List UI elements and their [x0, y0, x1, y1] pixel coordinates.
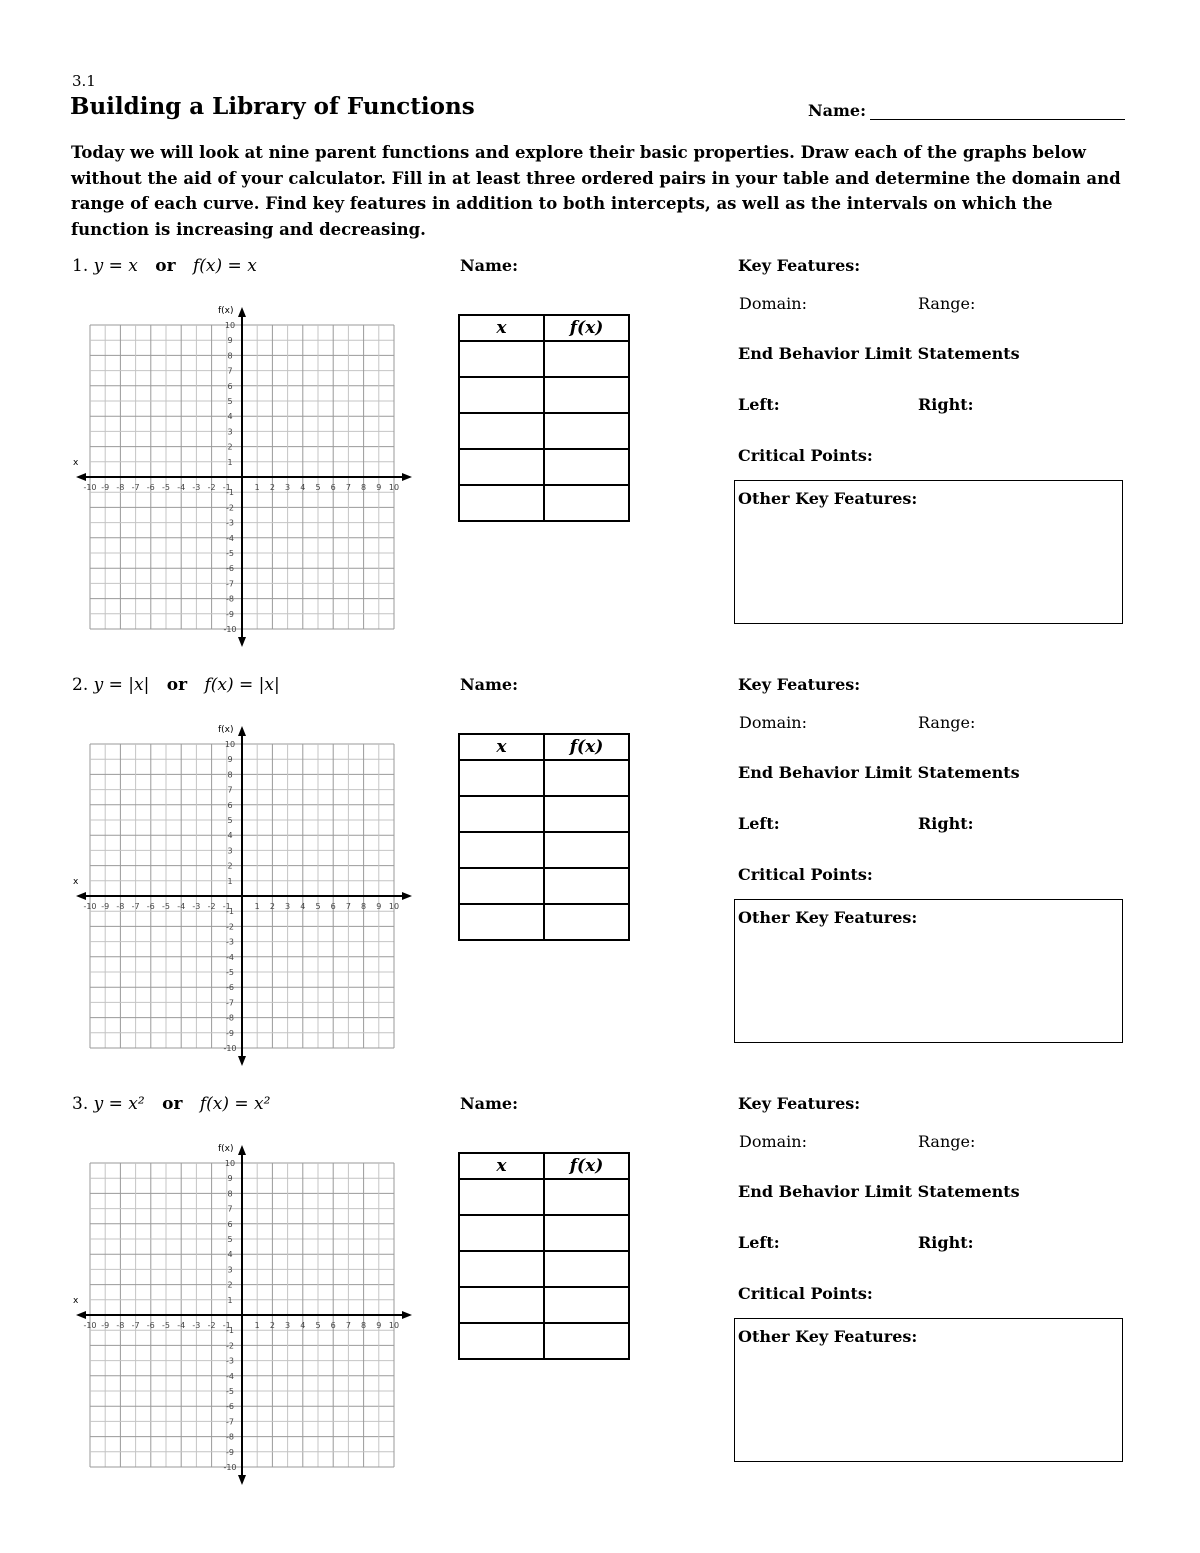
y-tick-label: 8 — [227, 770, 233, 780]
y-axis-label: f(x) — [218, 306, 234, 316]
x-tick-label: 8 — [361, 1321, 367, 1330]
x-tick-label: 1 — [254, 902, 260, 911]
x-tick-label: -8 — [116, 483, 125, 492]
table-cell[interactable] — [459, 1179, 544, 1215]
x-tick-label: 1 — [254, 1321, 260, 1330]
x-tick-label: 5 — [315, 1321, 321, 1330]
y-tick-label: 9 — [227, 1174, 233, 1184]
table-cell[interactable] — [544, 796, 629, 832]
x-tick-label: -3 — [192, 483, 201, 492]
table-cell[interactable] — [459, 377, 544, 413]
y-tick-label: 3 — [227, 427, 233, 437]
end-behavior-heading: End Behavior Limit Statements — [738, 763, 1020, 782]
table-cell[interactable] — [459, 868, 544, 904]
table-cell[interactable] — [459, 904, 544, 940]
x-tick-label: 7 — [345, 1321, 351, 1330]
x-tick-label: 2 — [269, 902, 275, 911]
y-tick-label: -6 — [226, 1402, 234, 1412]
y-tick-label: -10 — [223, 1463, 237, 1472]
x-tick-label: 4 — [300, 902, 306, 911]
y-tick-label: -4 — [226, 1371, 234, 1381]
y-tick-label: -3 — [226, 1356, 234, 1366]
x-axis-label: x — [73, 458, 79, 468]
table-cell[interactable] — [544, 1215, 629, 1251]
right-label: Right: — [918, 395, 974, 414]
y-tick-label: 1 — [227, 1295, 233, 1305]
table-cell[interactable] — [544, 1323, 629, 1359]
table-cell[interactable] — [544, 1179, 629, 1215]
table-header-fx: f(x) — [544, 315, 629, 341]
x-tick-label: -9 — [101, 1321, 110, 1330]
x-tick-label: -1 — [222, 483, 231, 492]
y-tick-label: 9 — [227, 755, 233, 765]
equation-y: y = x² — [93, 1094, 145, 1114]
x-tick-label: 10 — [388, 902, 400, 911]
y-tick-label: -10 — [223, 1044, 237, 1053]
table-cell[interactable] — [459, 1251, 544, 1287]
other-key-features-label: Other Key Features: — [738, 1327, 918, 1346]
y-tick-label: 2 — [227, 1280, 233, 1290]
table-cell[interactable] — [459, 341, 544, 377]
instructions-paragraph: Today we will look at nine parent functions and explore their basic properties. Draw each of the graphs below without the aid of your calculator. Fill in at least three ordered pairs in your table and determine the domain and range of each curve. Find key features in addition to both intercepts, as well as the intervals on which the function is increasing and decreasing. — [71, 143, 1121, 239]
or-label: or — [162, 1094, 183, 1114]
table-cell[interactable] — [544, 485, 629, 521]
y-tick-label: 5 — [227, 397, 233, 406]
x-tick-label: 9 — [376, 483, 382, 492]
y-axis-label: f(x) — [218, 725, 234, 735]
table-cell[interactable] — [459, 1323, 544, 1359]
table-header-fx: f(x) — [544, 734, 629, 760]
x-tick-label: -8 — [116, 1321, 125, 1330]
y-tick-label: 7 — [227, 366, 233, 376]
other-key-features-label: Other Key Features: — [738, 908, 918, 927]
x-tick-label: 2 — [269, 483, 275, 492]
y-tick-label: 3 — [227, 846, 233, 856]
y-axis-arrow-down-icon — [238, 1056, 246, 1066]
y-tick-label: -8 — [226, 1013, 234, 1023]
critical-points-label: Critical Points: — [738, 446, 873, 465]
x-tick-label: 3 — [285, 902, 291, 911]
key-features-heading: Key Features: — [738, 256, 861, 275]
end-behavior-heading: End Behavior Limit Statements — [738, 344, 1020, 363]
table-cell[interactable] — [544, 377, 629, 413]
problem-number: 2. — [72, 675, 89, 695]
table-cell[interactable] — [459, 796, 544, 832]
y-tick-label: 8 — [227, 1189, 233, 1199]
x-tick-label: -9 — [101, 902, 110, 911]
function-name-label: Name: — [460, 1094, 519, 1113]
x-tick-label: -7 — [131, 1321, 140, 1330]
table-cell[interactable] — [459, 1215, 544, 1251]
x-tick-label: -1 — [222, 902, 231, 911]
x-tick-label: 4 — [300, 483, 306, 492]
domain-label: Domain: — [739, 1132, 807, 1151]
table-cell[interactable] — [544, 760, 629, 796]
domain-label: Domain: — [739, 713, 807, 732]
document-title: Building a Library of Functions — [70, 93, 475, 120]
x-tick-label: -4 — [177, 1321, 186, 1330]
other-key-features-label: Other Key Features: — [738, 489, 918, 508]
y-tick-label: -8 — [226, 594, 234, 604]
y-tick-label: 9 — [227, 336, 233, 346]
y-tick-label: -1 — [226, 1326, 234, 1336]
y-axis-arrow-up-icon — [238, 307, 246, 317]
y-tick-label: -6 — [226, 564, 234, 574]
x-tick-label: -1 — [222, 1321, 231, 1330]
x-tick-label: 2 — [269, 1321, 275, 1330]
x-tick-label: 7 — [345, 902, 351, 911]
y-axis-arrow-down-icon — [238, 637, 246, 647]
y-tick-label: -10 — [223, 625, 237, 634]
student-name-field[interactable] — [808, 101, 1125, 120]
left-label: Left: — [738, 395, 780, 414]
equation-f: f(x) = |x| — [204, 675, 280, 695]
y-axis-arrow-up-icon — [238, 726, 246, 736]
y-tick-label: -9 — [226, 609, 234, 619]
function-name-label: Name: — [460, 256, 519, 275]
x-tick-label: -2 — [207, 1321, 216, 1330]
y-axis-arrow-down-icon — [238, 1475, 246, 1485]
y-tick-label: 6 — [227, 1219, 233, 1229]
y-tick-label: -1 — [226, 907, 234, 917]
y-tick-label: -8 — [226, 1432, 234, 1442]
other-key-features-box[interactable] — [734, 480, 1123, 624]
table-cell[interactable] — [544, 904, 629, 940]
y-tick-label: -7 — [226, 579, 234, 589]
x-tick-label: -7 — [131, 902, 140, 911]
equation-y: y = |x| — [93, 675, 150, 695]
key-features-heading: Key Features: — [738, 675, 861, 694]
x-tick-label: -8 — [116, 902, 125, 911]
table-cell[interactable] — [459, 485, 544, 521]
x-tick-label: -6 — [146, 902, 155, 911]
x-axis-label: x — [73, 1296, 79, 1306]
y-tick-label: 10 — [224, 321, 236, 330]
x-tick-label: 5 — [315, 902, 321, 911]
y-tick-label: -4 — [226, 952, 234, 962]
x-axis-arrow-right-icon — [402, 892, 412, 900]
y-axis-label: f(x) — [218, 1144, 234, 1154]
student-name-label: Name: — [808, 101, 867, 120]
left-label: Left: — [738, 814, 780, 833]
y-tick-label: -9 — [226, 1028, 234, 1038]
y-tick-label: 1 — [227, 876, 233, 886]
y-tick-label: -5 — [226, 968, 234, 977]
x-tick-label: 6 — [330, 483, 336, 492]
x-tick-label: 4 — [300, 1321, 306, 1330]
y-tick-label: 6 — [227, 381, 233, 391]
y-tick-label: -7 — [226, 998, 234, 1008]
y-tick-label: -4 — [226, 533, 234, 543]
table-cell[interactable] — [544, 1287, 629, 1323]
table-cell[interactable] — [459, 832, 544, 868]
or-label: or — [166, 675, 188, 695]
y-tick-label: 3 — [227, 1265, 233, 1275]
x-tick-label: 8 — [361, 902, 367, 911]
problem-equation — [72, 1094, 270, 1114]
other-key-features-box[interactable] — [734, 1318, 1123, 1462]
equation-f: f(x) = x — [193, 256, 257, 276]
student-name-line[interactable] — [870, 104, 1125, 120]
table-cell[interactable] — [544, 868, 629, 904]
ordered-pairs-table — [458, 733, 630, 941]
x-tick-label: -9 — [101, 483, 110, 492]
problem-1 — [0, 256, 1200, 676]
end-behavior-heading: End Behavior Limit Statements — [738, 1182, 1020, 1201]
other-key-features-box[interactable] — [734, 899, 1123, 1043]
problem-3 — [0, 1094, 1200, 1514]
y-tick-label: -2 — [226, 1341, 234, 1351]
x-tick-label: -5 — [162, 1321, 170, 1330]
or-label: or — [155, 256, 176, 276]
function-name-label: Name: — [460, 675, 519, 694]
y-tick-label: 10 — [224, 740, 236, 749]
x-tick-label: 8 — [361, 483, 367, 492]
problem-number: 3. — [72, 1094, 89, 1114]
right-label: Right: — [918, 814, 974, 833]
table-cell[interactable] — [544, 341, 629, 377]
x-tick-label: 9 — [376, 1321, 382, 1330]
range-label: Range: — [918, 294, 976, 313]
x-tick-label: -3 — [192, 1321, 201, 1330]
y-tick-label: -2 — [226, 503, 234, 513]
x-tick-label: -10 — [83, 902, 97, 911]
table-cell[interactable] — [459, 1287, 544, 1323]
right-label: Right: — [918, 1233, 974, 1252]
section-number: 3.1 — [72, 72, 96, 90]
y-tick-label: 5 — [227, 1235, 233, 1244]
x-tick-label: 10 — [388, 1321, 400, 1330]
y-tick-label: 2 — [227, 442, 233, 452]
y-axis-arrow-up-icon — [238, 1145, 246, 1155]
left-label: Left: — [738, 1233, 780, 1252]
x-axis-arrow-left-icon — [76, 473, 86, 481]
x-axis-arrow-left-icon — [76, 892, 86, 900]
x-axis-arrow-right-icon — [402, 1311, 412, 1319]
problem-equation — [72, 675, 280, 695]
x-tick-label: -6 — [146, 483, 155, 492]
y-tick-label: -9 — [226, 1447, 234, 1457]
table-cell[interactable] — [459, 760, 544, 796]
y-tick-label: -6 — [226, 983, 234, 993]
table-cell[interactable] — [544, 832, 629, 868]
table-cell[interactable] — [459, 413, 544, 449]
range-label: Range: — [918, 713, 976, 732]
x-axis-arrow-right-icon — [402, 473, 412, 481]
x-tick-label: -10 — [83, 1321, 97, 1330]
x-tick-label: 7 — [345, 483, 351, 492]
y-tick-label: 4 — [227, 412, 233, 422]
table-header-x: x — [459, 1153, 544, 1179]
x-tick-label: -3 — [192, 902, 201, 911]
coordinate-grid[interactable] — [70, 1132, 420, 1486]
ordered-pairs-table — [458, 314, 630, 522]
x-tick-label: -2 — [207, 483, 216, 492]
x-tick-label: -4 — [177, 902, 186, 911]
y-tick-label: 4 — [227, 1250, 233, 1260]
y-tick-label: -5 — [226, 549, 234, 558]
y-tick-label: 7 — [227, 1204, 233, 1214]
key-features-heading: Key Features: — [738, 1094, 861, 1113]
equation-y: y = x — [93, 256, 138, 276]
table-header-fx: f(x) — [544, 1153, 629, 1179]
x-tick-label: 10 — [388, 483, 400, 492]
x-tick-label: -5 — [162, 483, 170, 492]
x-tick-label: 1 — [254, 483, 260, 492]
x-tick-label: -4 — [177, 483, 186, 492]
coordinate-grid[interactable] — [70, 294, 420, 648]
y-tick-label: -7 — [226, 1417, 234, 1427]
y-tick-label: 7 — [227, 785, 233, 795]
x-tick-label: 9 — [376, 902, 382, 911]
x-tick-label: -10 — [83, 483, 97, 492]
coordinate-grid[interactable] — [70, 713, 420, 1067]
y-tick-label: 8 — [227, 351, 233, 361]
x-tick-label: 6 — [330, 902, 336, 911]
x-tick-label: -2 — [207, 902, 216, 911]
x-tick-label: 5 — [315, 483, 321, 492]
x-tick-label: 6 — [330, 1321, 336, 1330]
critical-points-label: Critical Points: — [738, 1284, 873, 1303]
x-tick-label: 3 — [285, 483, 291, 492]
table-cell[interactable] — [544, 413, 629, 449]
problem-2 — [0, 675, 1200, 1095]
domain-label: Domain: — [739, 294, 807, 313]
table-cell[interactable] — [544, 1251, 629, 1287]
x-axis-arrow-left-icon — [76, 1311, 86, 1319]
table-cell[interactable] — [544, 449, 629, 485]
range-label: Range: — [918, 1132, 976, 1151]
y-tick-label: 5 — [227, 816, 233, 825]
y-tick-label: 6 — [227, 800, 233, 810]
x-tick-label: -7 — [131, 483, 140, 492]
problem-equation — [72, 256, 257, 276]
x-tick-label: -6 — [146, 1321, 155, 1330]
table-header-x: x — [459, 734, 544, 760]
x-axis-label: x — [73, 877, 79, 887]
y-tick-label: 10 — [224, 1159, 236, 1168]
equation-f: f(x) = x² — [199, 1094, 271, 1114]
y-tick-label: -1 — [226, 488, 234, 498]
critical-points-label: Critical Points: — [738, 865, 873, 884]
y-tick-label: -2 — [226, 922, 234, 932]
table-cell[interactable] — [459, 449, 544, 485]
y-tick-label: -5 — [226, 1387, 234, 1396]
y-tick-label: 4 — [227, 831, 233, 841]
y-tick-label: -3 — [226, 937, 234, 947]
table-header-x: x — [459, 315, 544, 341]
problem-number: 1. — [72, 256, 89, 276]
y-tick-label: 1 — [227, 457, 233, 467]
y-tick-label: -3 — [226, 518, 234, 528]
x-tick-label: 3 — [285, 1321, 291, 1330]
ordered-pairs-table — [458, 1152, 630, 1360]
y-tick-label: 2 — [227, 861, 233, 871]
x-tick-label: -5 — [162, 902, 170, 911]
